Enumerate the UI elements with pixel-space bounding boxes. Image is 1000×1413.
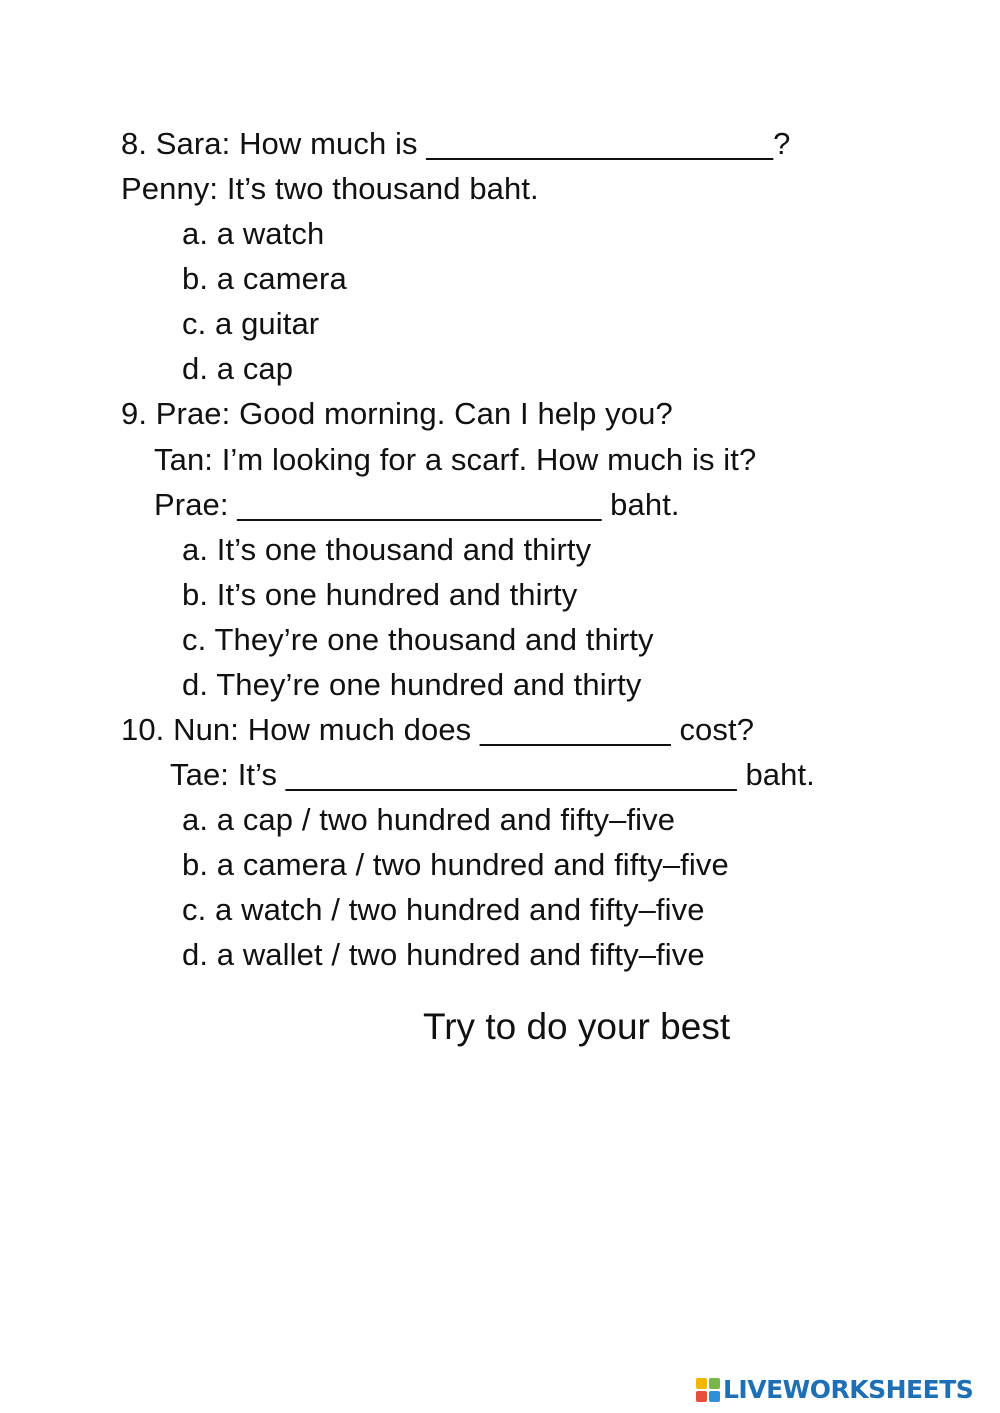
question-10-prompt: 10. Nun: How much does ___________ cost? [121, 712, 755, 747]
logo-block [696, 1391, 707, 1402]
question-9-line-2: Tan: I’m looking for a scarf. How much is it? [154, 442, 757, 477]
question-8-option-c: c. a guitar [182, 306, 320, 341]
question-10-option-d: d. a wallet / two hundred and fifty–five [182, 937, 705, 972]
question-10-option-c: c. a watch / two hundred and fifty–five [182, 892, 705, 927]
liveworksheets-logo[interactable] [696, 1375, 973, 1405]
question-10-option-b: b. a camera / two hundred and fifty–five [182, 847, 729, 882]
logo-block [709, 1378, 720, 1389]
question-9-option-c: c. They’re one thousand and thirty [182, 622, 654, 657]
question-10-option-a: a. a cap / two hundred and fifty–five [182, 802, 676, 837]
question-9-option-a: a. It’s one thousand and thirty [182, 532, 592, 567]
question-8-prompt: 8. Sara: How much is ____________________? [121, 126, 791, 161]
question-8-response: Penny: It’s two thousand baht. [121, 171, 539, 206]
question-8-option-d: d. a cap [182, 351, 294, 386]
logo-blocks-icon [696, 1378, 720, 1402]
closing-message: Try to do your best [423, 1006, 731, 1047]
logo-block [709, 1391, 720, 1402]
question-8-option-b: b. a camera [182, 261, 347, 296]
question-10-response: Tae: It’s __________________________ baht. [170, 757, 815, 792]
question-8-option-a: a. a watch [182, 216, 325, 251]
logo-wordmark: LIVEWORKSHEETS [723, 1375, 974, 1404]
question-9-option-d: d. They’re one hundred and thirty [182, 667, 642, 702]
logo-block [696, 1378, 707, 1389]
question-9-prompt: 9. Prae: Good morning. Can I help you? [121, 396, 673, 431]
question-9-line-3: Prae: _____________________ baht. [154, 487, 680, 522]
question-9-option-b: b. It’s one hundred and thirty [182, 577, 578, 612]
